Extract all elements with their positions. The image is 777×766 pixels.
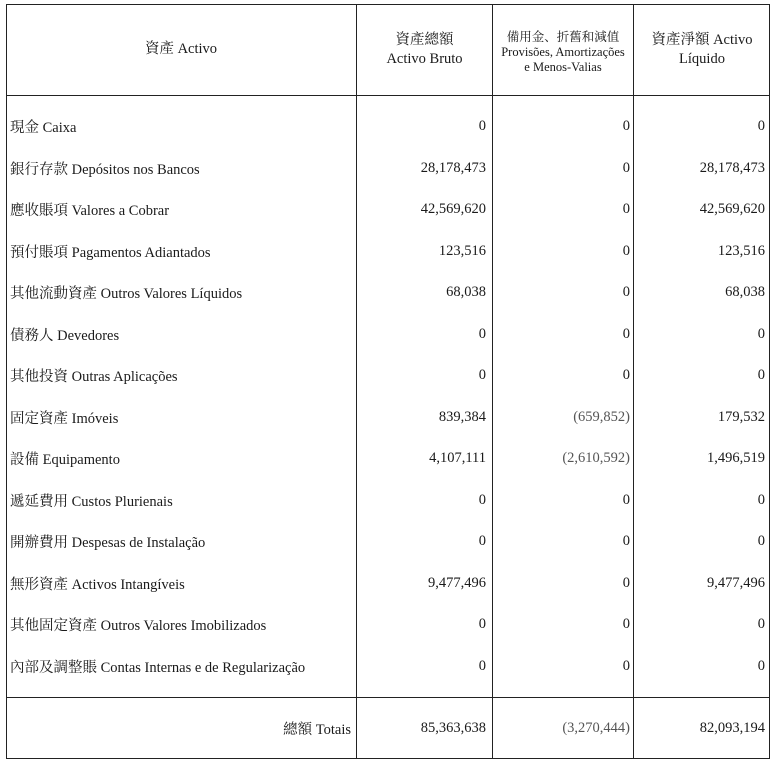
header-gross-line1: 資產總額 xyxy=(395,32,454,49)
row-label: 遞延費用 Custos Plurienais xyxy=(10,493,173,510)
row-provisions: 0 xyxy=(622,574,630,591)
row-provisions: 0 xyxy=(622,367,630,384)
totals-row xyxy=(6,697,770,759)
row-net: 0 xyxy=(757,657,765,674)
row-net: 9,477,496 xyxy=(707,574,765,591)
row-provisions: (2,610,592) xyxy=(562,450,630,467)
row-net: 0 xyxy=(757,491,765,508)
row-net: 0 xyxy=(757,533,765,550)
row-provisions: 0 xyxy=(622,325,630,342)
header-divider xyxy=(6,95,770,96)
row-net: 1,496,519 xyxy=(707,450,765,467)
row-provisions: 0 xyxy=(622,159,630,176)
row-provisions: 0 xyxy=(622,201,630,218)
header-gross-line2: Activo Bruto xyxy=(386,50,463,67)
row-gross: 0 xyxy=(478,367,486,384)
table-row xyxy=(6,397,770,439)
row-provisions: 0 xyxy=(622,657,630,674)
header-net-line2: Líquido xyxy=(679,50,725,67)
row-gross: 0 xyxy=(478,533,486,550)
header-prov-line3: e Menos-Valias xyxy=(524,60,602,74)
row-gross: 0 xyxy=(478,491,486,508)
header-net-line1: 資產淨額 Activo xyxy=(651,32,753,49)
row-provisions: (659,852) xyxy=(573,408,630,425)
row-label: 債務人 Devedores xyxy=(10,327,120,344)
row-provisions: 0 xyxy=(622,118,630,135)
table-row xyxy=(6,355,770,397)
row-net: 42,569,620 xyxy=(699,201,765,218)
row-gross: 68,038 xyxy=(446,284,486,301)
row-net: 179,532 xyxy=(717,408,765,425)
header-prov-line2: Provisões, Amortizações xyxy=(501,45,625,59)
row-label: 開辦費用 Despesas de Instalação xyxy=(10,535,206,552)
row-gross: 0 xyxy=(478,616,486,633)
row-gross: 0 xyxy=(478,118,486,135)
row-net: 68,038 xyxy=(725,284,765,301)
row-provisions: 0 xyxy=(622,491,630,508)
row-provisions: 0 xyxy=(622,616,630,633)
totals-gross: 85,363,638 xyxy=(420,719,486,736)
row-gross: 0 xyxy=(478,657,486,674)
header-provisions xyxy=(493,4,633,95)
table-row xyxy=(6,148,770,190)
row-gross: 0 xyxy=(478,325,486,342)
row-gross: 839,384 xyxy=(438,408,486,425)
row-gross: 123,516 xyxy=(438,242,486,259)
row-label: 設備 Equipamento xyxy=(10,452,120,469)
header-net xyxy=(634,4,770,95)
row-label: 應收賬項 Valores a Cobrar xyxy=(10,203,170,220)
table-row xyxy=(6,563,770,605)
row-gross: 9,477,496 xyxy=(428,574,486,591)
row-label: 其他投資 Outras Aplicações xyxy=(10,369,178,386)
table-row xyxy=(6,272,770,314)
table-row xyxy=(6,646,770,688)
header-prov-line1: 備用金、折舊和減值 xyxy=(506,30,620,44)
row-label: 預付賬項 Pagamentos Adiantados xyxy=(10,244,211,261)
row-net: 0 xyxy=(757,616,765,633)
row-net: 123,516 xyxy=(717,242,765,259)
table-row xyxy=(6,231,770,273)
totals-provisions: (3,270,444) xyxy=(562,719,630,736)
row-label: 現金 Caixa xyxy=(10,120,77,137)
row-provisions: 0 xyxy=(622,284,630,301)
row-provisions: 0 xyxy=(622,533,630,550)
table-row xyxy=(6,106,770,148)
row-net: 0 xyxy=(757,325,765,342)
row-provisions: 0 xyxy=(622,242,630,259)
header-item xyxy=(6,4,356,95)
row-label: 其他流動資產 Outros Valores Líquidos xyxy=(10,286,243,303)
row-net: 0 xyxy=(757,118,765,135)
table-row xyxy=(6,521,770,563)
totals-net: 82,093,194 xyxy=(699,719,765,736)
row-label: 內部及調整賬 Contas Internas e de Regularização xyxy=(10,659,306,676)
row-gross: 28,178,473 xyxy=(420,159,486,176)
table-row xyxy=(6,189,770,231)
table-row xyxy=(6,438,770,480)
totals-label: 總額 Totais xyxy=(283,721,351,738)
table-row xyxy=(6,314,770,356)
header-gross xyxy=(357,4,492,95)
table-row xyxy=(6,480,770,522)
row-label: 銀行存款 Depósitos nos Bancos xyxy=(10,161,200,178)
row-gross: 42,569,620 xyxy=(420,201,486,218)
row-net: 0 xyxy=(757,367,765,384)
row-label: 其他固定資產 Outros Valores Imobilizados xyxy=(10,618,267,635)
row-gross: 4,107,111 xyxy=(429,450,486,467)
row-label: 無形資產 Activos Intangíveis xyxy=(10,576,185,593)
header-item-label: 資產 Activo xyxy=(144,41,218,58)
row-net: 28,178,473 xyxy=(699,159,765,176)
row-label: 固定資產 Imóveis xyxy=(10,410,119,427)
table-row xyxy=(6,604,770,646)
